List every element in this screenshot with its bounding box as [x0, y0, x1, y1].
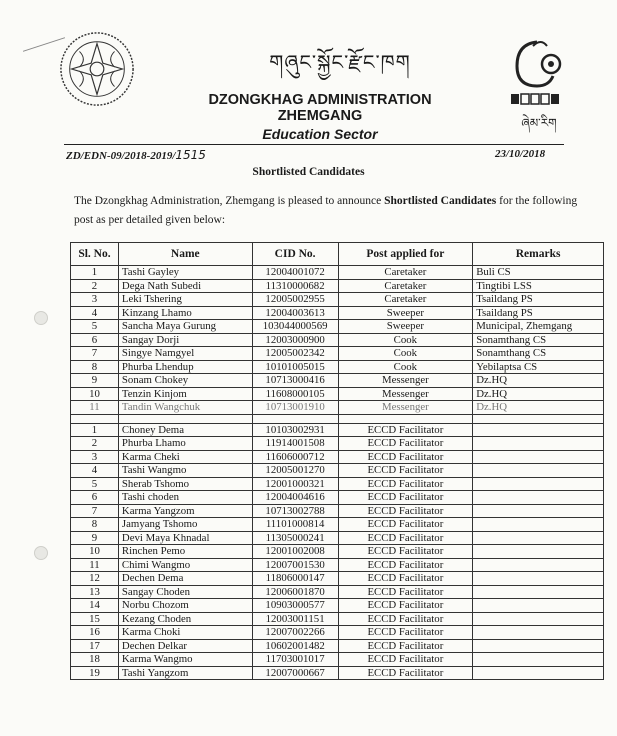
notice-date: 23/10/2018 — [495, 148, 546, 160]
table-row — [71, 279, 604, 293]
cell-cid: 12001002008 — [252, 545, 338, 559]
table-row — [71, 437, 604, 451]
cell-name: Tashi Gayley — [118, 266, 252, 280]
cell-post: ECCD Facilitator — [338, 464, 473, 478]
cell-post: ECCD Facilitator — [338, 612, 473, 626]
cell-sl-no: 18 — [71, 653, 119, 667]
cell-post: Caretaker — [338, 266, 473, 280]
table-row — [71, 347, 604, 361]
intro-paragraph — [74, 192, 594, 230]
cell-cid: 11703001017 — [252, 653, 338, 667]
table-row — [71, 639, 604, 653]
dzongkha-title: གཞུང་སྐྱོང་རྫོང་ཁག — [269, 52, 411, 74]
cell-cid: 10903000577 — [252, 599, 338, 613]
cell-remarks — [473, 491, 604, 505]
table-row — [71, 450, 604, 464]
cell-remarks — [473, 558, 604, 572]
cell-post: ECCD Facilitator — [338, 585, 473, 599]
cell-name: Norbu Chozom — [118, 599, 252, 613]
cell-name: Phurba Lhamo — [118, 437, 252, 451]
cell-name: Karma Yangzom — [118, 504, 252, 518]
cell-sl-no: 10 — [71, 545, 119, 559]
cell-post: ECCD Facilitator — [338, 518, 473, 532]
cell-post: Sweeper — [338, 320, 473, 334]
table-header-row — [71, 243, 604, 266]
cell-cid: 12001000321 — [252, 477, 338, 491]
cell-post: ECCD Facilitator — [338, 572, 473, 586]
cell-sl-no: 9 — [71, 374, 119, 388]
table-row — [71, 423, 604, 437]
table-row — [71, 401, 604, 415]
intro-text-bold: Shortlisted Candidates — [384, 195, 497, 207]
table-row — [71, 387, 604, 401]
cell-sl-no: 1 — [71, 423, 119, 437]
cell-name: Sherab Tshomo — [118, 477, 252, 491]
cell-cid: 12005002955 — [252, 293, 338, 307]
cell-name: Karma Wangmo — [118, 653, 252, 667]
cell-sl-no: 4 — [71, 464, 119, 478]
cell-name: Tashi Yangzom — [118, 666, 252, 680]
cell-sl-no: 4 — [71, 306, 119, 320]
cell-remarks — [473, 639, 604, 653]
table-row — [71, 531, 604, 545]
cell-sl-no: 12 — [71, 572, 119, 586]
cell-post: Caretaker — [338, 293, 473, 307]
cell-remarks — [473, 531, 604, 545]
table-row — [71, 545, 604, 559]
cell-post: ECCD Facilitator — [338, 545, 473, 559]
cell-cid: 12005002342 — [252, 347, 338, 361]
cell-name: Choney Dema — [118, 423, 252, 437]
cell-name: Tenzin Kinjom — [118, 387, 252, 401]
table-row — [71, 612, 604, 626]
cell-cid: 10713001910 — [252, 401, 338, 415]
cell-cid: 12004004616 — [252, 491, 338, 505]
cell-post: Sweeper — [338, 306, 473, 320]
cell-name: Phurba Lhendup — [118, 360, 252, 374]
cell-remarks: Buli CS — [473, 266, 604, 280]
cell-name: Chimi Wangmo — [118, 558, 252, 572]
cell-cid: 12004003613 — [252, 306, 338, 320]
table-row — [71, 666, 604, 680]
org-line1: DZONGKHAG ADMINISTRATION — [208, 92, 432, 108]
cell-remarks — [473, 653, 604, 667]
header-sl-no: Sl. No. — [71, 243, 119, 266]
cell-cid: 12003001151 — [252, 612, 338, 626]
cell-remarks — [473, 585, 604, 599]
cell-cid: 11914001508 — [252, 437, 338, 451]
cell-sl-no: 3 — [71, 450, 119, 464]
cell-remarks — [473, 518, 604, 532]
cell-cid: 12007001530 — [252, 558, 338, 572]
cell-cid: 10101005015 — [252, 360, 338, 374]
table-row — [71, 374, 604, 388]
cell-sl-no: 6 — [71, 491, 119, 505]
cell-post: ECCD Facilitator — [338, 423, 473, 437]
cell-remarks: Tingtibi LSS — [473, 279, 604, 293]
cell-sl-no: 8 — [71, 360, 119, 374]
cell-post: ECCD Facilitator — [338, 491, 473, 505]
cell-remarks — [473, 599, 604, 613]
cell-remarks — [473, 477, 604, 491]
table-row — [71, 333, 604, 347]
cell-post: ECCD Facilitator — [338, 531, 473, 545]
table-row — [71, 558, 604, 572]
cell-sl-no: 1 — [71, 266, 119, 280]
cell-sl-no: 2 — [71, 437, 119, 451]
cell-name: Jamyang Tshomo — [118, 518, 252, 532]
cell-sl-no: 15 — [71, 612, 119, 626]
cell-name: Sancha Maya Gurung — [118, 320, 252, 334]
cell-cid: 11101000814 — [252, 518, 338, 532]
table-row — [71, 464, 604, 478]
table-row — [71, 572, 604, 586]
cell-name: Karma Choki — [118, 626, 252, 640]
cell-cid: 12005001270 — [252, 464, 338, 478]
cell-sl-no: 3 — [71, 293, 119, 307]
cell-remarks: Dz.HQ — [473, 374, 604, 388]
zhemgang-logo-text: ཞེམ་རིག — [521, 116, 557, 130]
table-row — [71, 599, 604, 613]
cell-remarks — [473, 612, 604, 626]
intro-text-end: for the following post as per detailed given below: — [74, 195, 578, 226]
cell-remarks — [473, 464, 604, 478]
header-post: Post applied for — [338, 243, 473, 266]
cell-cid: 11806000147 — [252, 572, 338, 586]
cell-post: Messenger — [338, 401, 473, 415]
reference-number — [66, 148, 206, 162]
cell-post: ECCD Facilitator — [338, 653, 473, 667]
table-row — [71, 477, 604, 491]
cell-cid: 10602001482 — [252, 639, 338, 653]
cell-remarks — [473, 626, 604, 640]
cell-name: Leki Tshering — [118, 293, 252, 307]
cell-post: ECCD Facilitator — [338, 639, 473, 653]
cell-cid: 12004001072 — [252, 266, 338, 280]
cell-sl-no: 7 — [71, 347, 119, 361]
cell-sl-no: 19 — [71, 666, 119, 680]
punch-hole — [34, 546, 48, 560]
cell-post: ECCD Facilitator — [338, 666, 473, 680]
cell-post: Messenger — [338, 374, 473, 388]
cell-post: Caretaker — [338, 279, 473, 293]
table-row — [71, 491, 604, 505]
cell-remarks — [473, 450, 604, 464]
table-row — [71, 653, 604, 667]
punch-hole — [34, 311, 48, 325]
cell-name: Tandin Wangchuk — [118, 401, 252, 415]
header-name: Name — [118, 243, 252, 266]
cell-cid: 11310000682 — [252, 279, 338, 293]
cell-cid: 10713000416 — [252, 374, 338, 388]
cell-remarks — [473, 423, 604, 437]
cell-cid: 11305000241 — [252, 531, 338, 545]
table-row — [71, 266, 604, 280]
cell-name: Devi Maya Khnadal — [118, 531, 252, 545]
table-body — [71, 266, 604, 680]
reference-code: ZD/EDN-09/2018-2019/ — [66, 150, 176, 162]
header-divider — [64, 144, 564, 145]
cell-name: Sangay Choden — [118, 585, 252, 599]
cell-name: Sangay Dorji — [118, 333, 252, 347]
cell-cid: 10103002931 — [252, 423, 338, 437]
cell-remarks — [473, 666, 604, 680]
cell-post: Cook — [338, 333, 473, 347]
table-row — [71, 360, 604, 374]
cell-post: ECCD Facilitator — [338, 437, 473, 451]
separator-cell — [252, 414, 338, 423]
cell-cid: 11608000105 — [252, 387, 338, 401]
cell-remarks: Dz.HQ — [473, 401, 604, 415]
cell-sl-no: 8 — [71, 518, 119, 532]
cell-sl-no: 11 — [71, 558, 119, 572]
cell-name: Dechen Dema — [118, 572, 252, 586]
separator-cell — [118, 414, 252, 423]
cell-sl-no: 7 — [71, 504, 119, 518]
cell-post: Messenger — [338, 387, 473, 401]
cell-remarks: Sonamthang CS — [473, 347, 604, 361]
cell-name: Dechen Delkar — [118, 639, 252, 653]
table-row — [71, 306, 604, 320]
table-row — [71, 293, 604, 307]
cell-remarks — [473, 545, 604, 559]
cell-post: Cook — [338, 347, 473, 361]
cell-remarks: Dz.HQ — [473, 387, 604, 401]
cell-remarks: Tsaildang PS — [473, 293, 604, 307]
cell-name: Kinzang Lhamo — [118, 306, 252, 320]
table-row — [71, 320, 604, 334]
table-row — [71, 518, 604, 532]
group-separator-row — [71, 414, 604, 423]
cell-sl-no: 5 — [71, 477, 119, 491]
table-row — [71, 626, 604, 640]
cell-post: ECCD Facilitator — [338, 504, 473, 518]
cell-post: ECCD Facilitator — [338, 599, 473, 613]
cell-post: ECCD Facilitator — [338, 558, 473, 572]
cell-remarks: Sonamthang CS — [473, 333, 604, 347]
separator-cell — [473, 414, 604, 423]
cell-remarks: Yebilaptsa CS — [473, 360, 604, 374]
cell-post: ECCD Facilitator — [338, 450, 473, 464]
cell-remarks — [473, 504, 604, 518]
cell-remarks: Municipal, Zhemgang — [473, 320, 604, 334]
cell-sl-no: 16 — [71, 626, 119, 640]
header-cid: CID No. — [252, 243, 338, 266]
intro-text-start: The Dzongkhag Administration, Zhemgang is pleased to announce — [74, 195, 385, 207]
notice-title: Shortlisted Candidates — [252, 166, 365, 178]
cell-remarks — [473, 437, 604, 451]
separator-cell — [338, 414, 473, 423]
cell-cid: 10713002788 — [252, 504, 338, 518]
sector-name: Education Sector — [262, 126, 378, 142]
cell-name: Singye Namgyel — [118, 347, 252, 361]
cell-name: Rinchen Pemo — [118, 545, 252, 559]
org-name — [150, 92, 490, 124]
cell-post: ECCD Facilitator — [338, 477, 473, 491]
cell-sl-no: 5 — [71, 320, 119, 334]
cell-cid: 12007000667 — [252, 666, 338, 680]
cell-cid: 12003000900 — [252, 333, 338, 347]
cell-name: Tashi choden — [118, 491, 252, 505]
cell-cid: 103044000569 — [252, 320, 338, 334]
cell-sl-no: 9 — [71, 531, 119, 545]
cell-name: Dega Nath Subedi — [118, 279, 252, 293]
cell-cid: 12007002266 — [252, 626, 338, 640]
table-row — [71, 585, 604, 599]
cell-sl-no: 17 — [71, 639, 119, 653]
cell-cid: 11606000712 — [252, 450, 338, 464]
reference-handwritten: 1515 — [175, 148, 206, 162]
header-remarks: Remarks — [473, 243, 604, 266]
separator-cell — [71, 414, 119, 423]
table-row — [71, 504, 604, 518]
cell-post: Cook — [338, 360, 473, 374]
cell-remarks — [473, 572, 604, 586]
cell-sl-no: 10 — [71, 387, 119, 401]
cell-sl-no: 14 — [71, 599, 119, 613]
cell-sl-no: 2 — [71, 279, 119, 293]
cell-cid: 12006001870 — [252, 585, 338, 599]
cell-name: Karma Cheki — [118, 450, 252, 464]
cell-post: ECCD Facilitator — [338, 626, 473, 640]
cell-name: Tashi Wangmo — [118, 464, 252, 478]
cell-name: Kezang Choden — [118, 612, 252, 626]
cell-remarks: Tsaildang PS — [473, 306, 604, 320]
org-line2: ZHEMGANG — [277, 108, 363, 124]
cell-sl-no: 6 — [71, 333, 119, 347]
candidates-table — [70, 242, 604, 680]
cell-sl-no: 13 — [71, 585, 119, 599]
cell-sl-no: 11 — [71, 401, 119, 415]
bhutan-emblem-icon — [58, 30, 136, 108]
cell-name: Sonam Chokey — [118, 374, 252, 388]
